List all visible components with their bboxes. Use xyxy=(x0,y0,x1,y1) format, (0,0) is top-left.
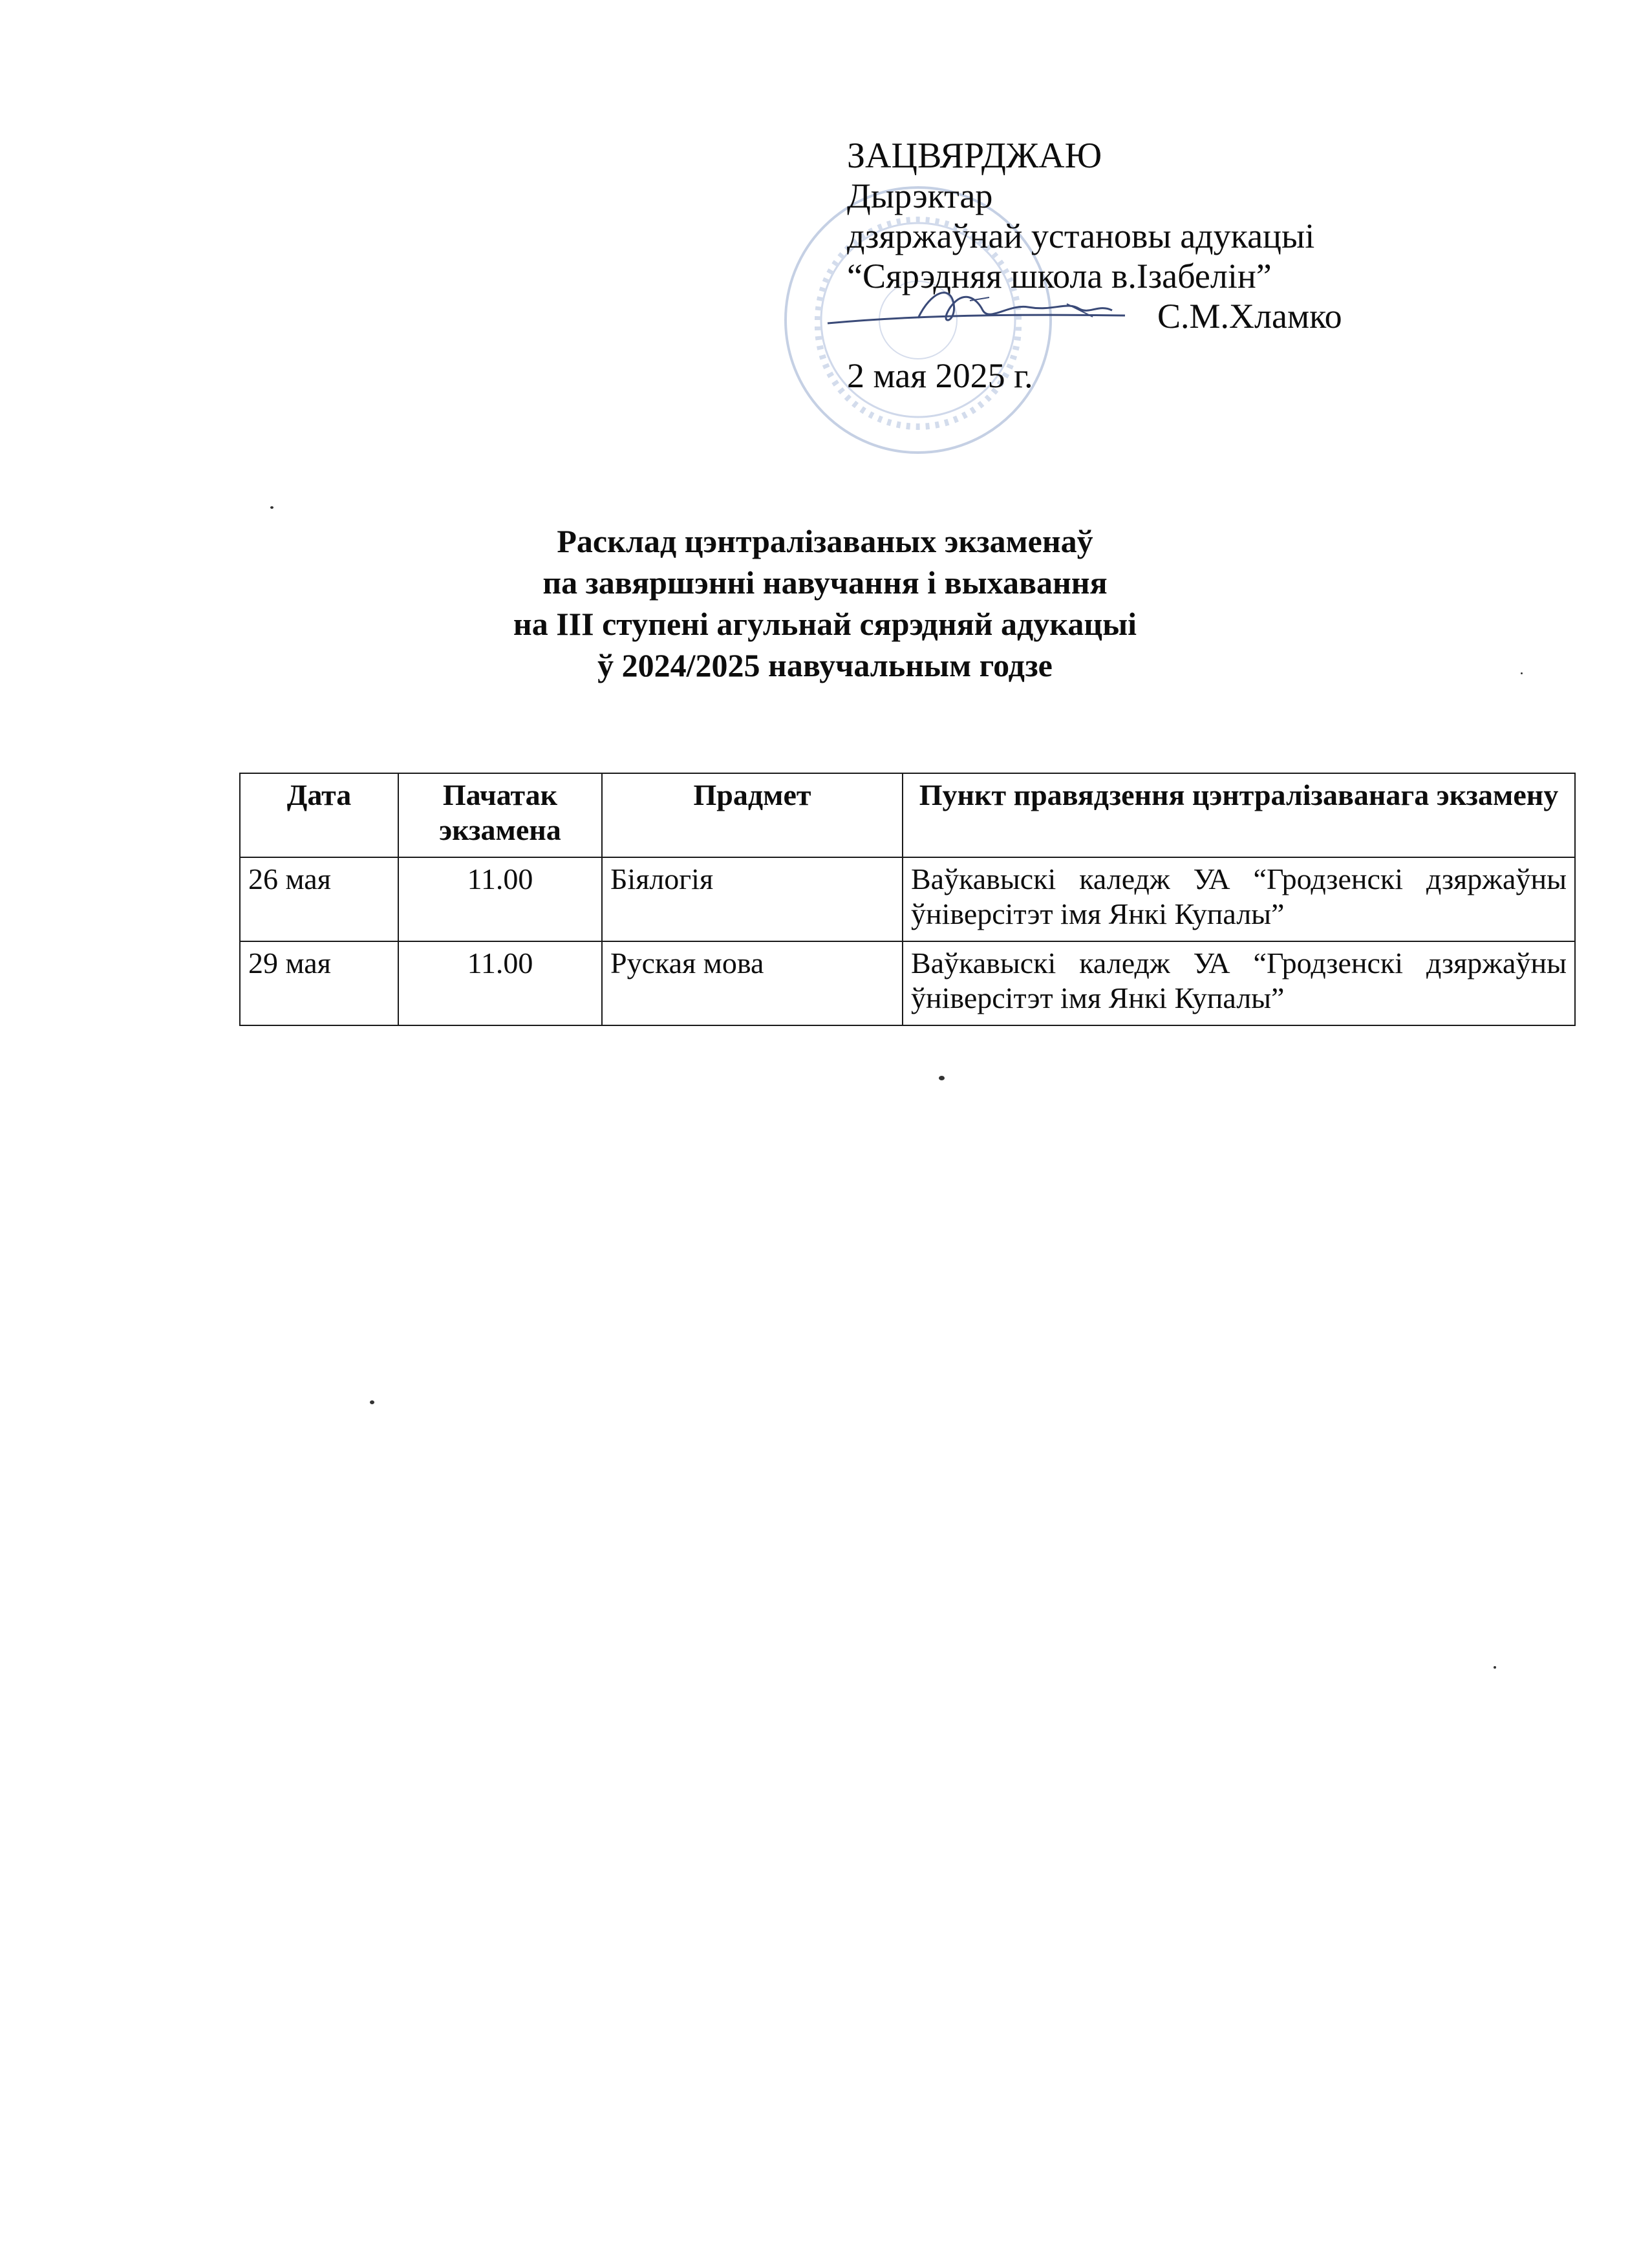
header-place: Пункт правядзення цэнтралізаванага экзамену xyxy=(903,773,1575,857)
exam-schedule-table xyxy=(239,773,1576,1026)
cell-date: 29 мая xyxy=(240,941,398,1025)
cell-place: Ваўкавыскі каледж УА “Гродзенскі дзяржаўны ўніверсітэт імя Янкі Купалы” xyxy=(903,941,1575,1025)
scan-speck xyxy=(270,506,273,509)
cell-subject: Руская мова xyxy=(602,941,903,1025)
scan-speck xyxy=(1521,672,1523,674)
cell-start: 11.00 xyxy=(398,857,602,941)
signature-row xyxy=(847,296,1468,336)
approval-title: ЗАЦВЯРДЖАЮ xyxy=(847,136,1102,176)
approval-position: Дырэктар xyxy=(847,177,993,215)
table-row xyxy=(240,857,1575,941)
scan-speck xyxy=(939,1076,945,1080)
header-start: Пачатак экзамена xyxy=(398,773,602,857)
cell-date: 26 мая xyxy=(240,857,398,941)
heading-line-1: Расклад цэнтралізаваных экзаменаў xyxy=(557,523,1093,559)
header-subject: Прадмет xyxy=(602,773,903,857)
document-heading xyxy=(0,520,1650,686)
cell-start: 11.00 xyxy=(398,941,602,1025)
heading-line-2: па завяршэнні навучання і выхавання xyxy=(542,564,1108,601)
approval-date: 2 мая 2025 г. xyxy=(847,356,1033,395)
approval-block xyxy=(847,136,1468,396)
heading-line-4: ў 2024/2025 навучальным годзе xyxy=(597,647,1053,683)
table-row xyxy=(240,941,1575,1025)
heading-line-3: на III ступені агульнай сярэдняй адукацыі xyxy=(513,606,1137,642)
scan-speck xyxy=(370,1400,374,1404)
handwritten-signature xyxy=(821,278,1144,336)
header-date: Дата xyxy=(240,773,398,857)
approval-institution-line1: дзяржаўнай установы адукацыі xyxy=(847,217,1315,255)
cell-subject: Біялогія xyxy=(602,857,903,941)
approval-signer: С.М.Хламко xyxy=(1157,297,1342,336)
scan-speck xyxy=(1494,1666,1496,1669)
table-header-row xyxy=(240,773,1575,857)
cell-place: Ваўкавыскі каледж УА “Гродзенскі дзяржаўны ўніверсітэт імя Янкі Купалы” xyxy=(903,857,1575,941)
approval-institution-line2: “Сярэдняя школа в.Ізабелін” xyxy=(847,257,1272,295)
